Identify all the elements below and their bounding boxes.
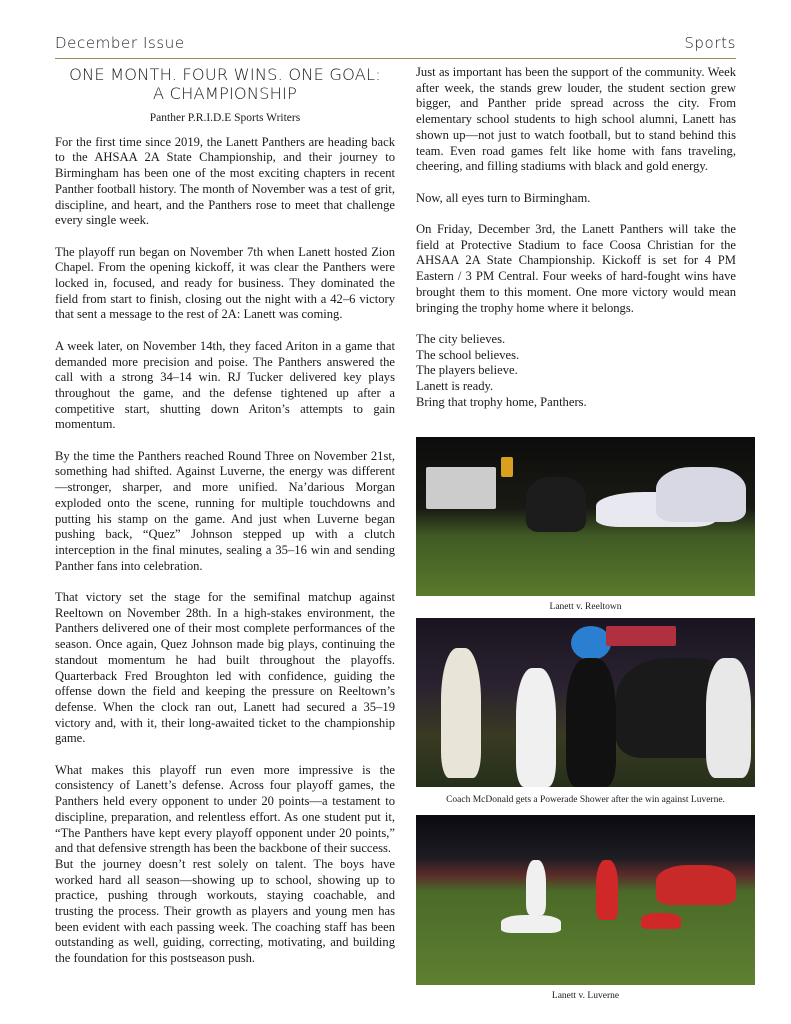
photo-figure <box>641 913 681 929</box>
closing-line: The players believe. <box>416 363 518 378</box>
photo-figure <box>501 457 513 477</box>
byline: Panther P.R.I.D.E Sports Writers <box>149 112 301 124</box>
photo-figure <box>501 915 561 933</box>
photo-figure <box>656 865 736 905</box>
photo-figure <box>426 467 496 509</box>
photo-caption: Lanett v. Reeltown <box>549 602 622 612</box>
photo-lanett-v-luverne <box>416 815 755 985</box>
left-column <box>55 65 395 967</box>
closing-line: The school believes. <box>416 347 520 362</box>
header-divider <box>55 58 736 59</box>
photo-figure <box>516 668 556 787</box>
photo-figure <box>441 648 481 778</box>
paragraph: Just as important has been the support of the community. Week after week, the stands grew louder, the student section grew bigger, and Panther pride spread across the city. From elementary school students to high school alumni, Lanett has shown up—not just to watch football, but to stand behind this team. Even road games felt like home with fans traveling, cheering, and filling stadiums with black and gold energy. <box>416 65 736 174</box>
photo-figure <box>656 467 746 522</box>
paragraph: For the first time since 2019, the Lanett Panthers are heading back to the AHSAA 2A State Championship, and their journey to Birmingham has been one of the most exciting chapters in recent Panther football history. The month of November was a test of grit, discipline, and heart, and the Panthers rose to meet that challenge every single week. <box>55 134 395 228</box>
paragraph: On Friday, December 3rd, the Lanett Panthers will take the field at Protective Stadium to face Coosa Christian for the AHSAA 2A State Championship. Kickoff is set for 4 PM Eastern / 3 PM Central. Four weeks of hard-fought wins have brought them to this moment. One more victory would mean bringing the trophy home where it belongs. <box>416 222 736 315</box>
title-line-2: A CHAMPIONSHIP <box>153 84 297 103</box>
photo-caption: Coach McDonald gets a Powerade Shower after the win against Luverne. <box>446 795 725 805</box>
paragraph: By the time the Panthers reached Round Three on November 21st, something had shifted. Against Luverne, the energy was different—stronger, sharper, and more unified. Na’darious Morgan exploded onto the scene, running for multiple touchdowns and putting his stamp on the game. And just when Luverne began pushing back, “Quez” Johnson stepped up with a clutch interception in the final minutes, sealing a 35–16 win and sending Panther fans into celebration. <box>55 448 395 573</box>
photo-figure <box>526 477 586 532</box>
closing-line: Lanett is ready. <box>416 379 494 394</box>
section-label: Sports <box>684 34 736 52</box>
paragraph: What makes this playoff run even more impressive is the consistency of Lanett’s defense. Across four playoff games, the Panthers held every opponent to under 20 points—a testament to discipline, preparation, and relentless effort. As one student put it, “The Panthers have kept every playoff opponent under 20 points,” and that defensive strength has been the backbone of their success. <box>55 762 395 856</box>
paragraph: That victory set the stage for the semifinal matchup against Reeltown on November 28th. In a high-stakes environment, the Panthers delivered one of their most complete performances of the season. Once again, Quez Johnson made big plays, continuing the standout momentum he had built throughout the playoffs. Quarterback Fred Broughton led with confidence, guiding the offense down the field and keeping the pressure on Reeltown’s defense. When the clock ran out, Lanett had secured a 35–19 victory and, with it, their long-awaited ticket to the championship game. <box>55 590 395 746</box>
paragraph: Now, all eyes turn to Birmingham. <box>416 190 591 205</box>
photo-lanett-v-reeltown <box>416 437 755 596</box>
closing-line: Bring that trophy home, Panthers. <box>416 394 587 409</box>
photo-figure <box>606 626 676 646</box>
photo-figure <box>526 860 546 915</box>
issue-label: December Issue <box>55 34 185 52</box>
closing-line: The city believes. <box>416 331 506 346</box>
photo-figure <box>706 658 751 778</box>
photo-powerade-shower <box>416 618 755 787</box>
closing-lines <box>416 332 736 411</box>
photo-figure <box>571 626 611 660</box>
photo-caption: Lanett v. Luverne <box>551 991 620 1001</box>
photo-figure <box>566 658 616 787</box>
title-line-1: ONE MONTH. FOUR WINS. ONE GOAL: <box>69 65 381 84</box>
right-column <box>416 65 736 410</box>
paragraph: A week later, on November 14th, they faced Ariton in a game that demanded more precision and poise. The Panthers answered the call with a strong 34–14 win. RJ Tucker delivered key plays throughout the game, and the defense tightened up after a competitive start, shutting down Ariton’s attempts to gain momentum. <box>55 338 395 432</box>
photo-figure <box>596 860 618 920</box>
paragraph: The playoff run began on November 7th when Lanett hosted Zion Chapel. From the opening kickoff, it was clear the Panthers were locked in, focused, and ready for business. They dominated the field from start to finish, closing out the night with a 42–6 victory that sent a message to the rest of 2A: Lanett was coming. <box>55 244 395 322</box>
article-title <box>55 65 395 103</box>
paragraph: But the journey doesn’t rest solely on talent. The boys have worked hard all season—showing up to school, showing up to practice, pushing through workouts, staying coachable, and trusting the process. Their growth as players and young men has been evident with each passing week. The coaching staff has been outstanding as well, guiding, correcting, motivating, and building the foundation for this postseason push. <box>55 856 395 966</box>
